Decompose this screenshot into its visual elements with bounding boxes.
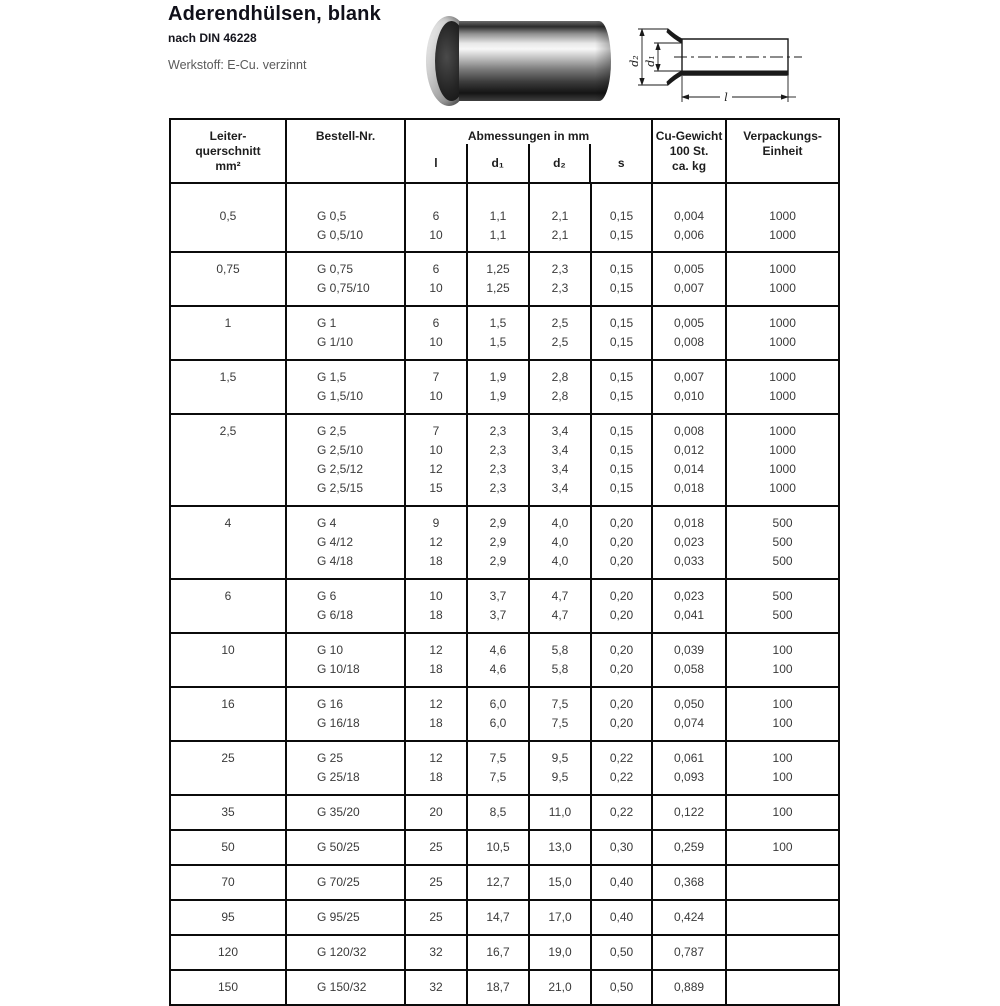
- material-note: Werkstoff: E-Cu. verzinnt: [168, 58, 307, 72]
- cross-section-cell: 150: [170, 970, 286, 1005]
- dim-d1-cell: 2,3: [467, 460, 529, 479]
- dim-l-cell: 10: [405, 579, 467, 606]
- cu-weight-cell: 0,008: [652, 414, 726, 441]
- dim-s-cell: 0,20: [591, 506, 652, 533]
- cu-weight-cell: 0,008: [652, 333, 726, 360]
- dim-s-cell: 0,15: [591, 414, 652, 441]
- order-no-cell: G 150/32: [286, 970, 405, 1005]
- cross-section-cell: 2,5: [170, 414, 286, 506]
- dim-l-cell: 18: [405, 660, 467, 687]
- dim-l-cell: 18: [405, 606, 467, 633]
- order-no-cell: G 50/25: [286, 830, 405, 865]
- pack-unit-cell: 1000: [726, 414, 839, 441]
- dim-d2-cell: 2,8: [529, 360, 591, 387]
- cu-weight-cell: 0,006: [652, 226, 726, 252]
- dim-s-cell: 0,20: [591, 687, 652, 714]
- order-no-cell: G 1,5/10: [286, 387, 405, 414]
- pack-unit-cell: 1000: [726, 252, 839, 279]
- dim-d2-cell: 19,0: [529, 935, 591, 970]
- table-row: [170, 633, 839, 660]
- dim-d2-cell: 3,4: [529, 479, 591, 506]
- product-group: [170, 579, 839, 633]
- order-no-cell: G 1: [286, 306, 405, 333]
- cross-section-cell: 35: [170, 795, 286, 830]
- dim-d2-cell: 4,0: [529, 533, 591, 552]
- product-group: [170, 306, 839, 360]
- pack-unit-cell: [726, 935, 839, 970]
- header-dimensions-title: Abmessungen in mm: [467, 129, 590, 143]
- dim-d1-cell: 1,1: [467, 226, 529, 252]
- cu-weight-cell: 0,122: [652, 795, 726, 830]
- product-group: [170, 183, 839, 252]
- order-no-cell: G 35/20: [286, 795, 405, 830]
- pack-unit-cell: 100: [726, 660, 839, 687]
- dim-s-cell: 0,20: [591, 579, 652, 606]
- dim-s-cell: 0,15: [591, 252, 652, 279]
- cu-weight-cell: 0,368: [652, 865, 726, 900]
- pack-unit-cell: 100: [726, 830, 839, 865]
- dim-l-cell: 25: [405, 830, 467, 865]
- dim-l-cell: 12: [405, 460, 467, 479]
- dim-l-cell: 25: [405, 865, 467, 900]
- pack-unit-cell: [726, 900, 839, 935]
- dim-s-cell: 0,15: [591, 226, 652, 252]
- dim-d1-cell: 1,9: [467, 360, 529, 387]
- dim-s-cell: 0,50: [591, 935, 652, 970]
- cross-section-cell: 25: [170, 741, 286, 795]
- dim-d1-cell: 1,5: [467, 306, 529, 333]
- header-order-no: [286, 119, 405, 183]
- dim-d2-cell: 2,5: [529, 306, 591, 333]
- dim-s-cell: 0,20: [591, 552, 652, 579]
- table-row: [170, 506, 839, 533]
- dim-d2-cell: 2,8: [529, 387, 591, 414]
- cu-weight-cell: 0,014: [652, 460, 726, 479]
- order-no-cell: G 10/18: [286, 660, 405, 687]
- pack-unit-cell: 1000: [726, 279, 839, 306]
- cross-section-cell: 10: [170, 633, 286, 687]
- table-row: [170, 830, 839, 865]
- dim-d2-cell: 17,0: [529, 900, 591, 935]
- cu-weight-cell: 0,074: [652, 714, 726, 741]
- dim-d1-cell: 7,5: [467, 741, 529, 768]
- product-group: [170, 360, 839, 414]
- dim-l-cell: 10: [405, 333, 467, 360]
- dimension-diagram: [628, 14, 818, 114]
- header-line: ca. kg: [672, 159, 707, 173]
- header-line: querschnitt: [195, 144, 261, 158]
- dim-d2-cell: 11,0: [529, 795, 591, 830]
- dim-d2-cell: 4,0: [529, 552, 591, 579]
- dim-s-cell: 0,15: [591, 279, 652, 306]
- header-line: 100 St.: [669, 144, 709, 158]
- dim-l-cell: 6: [405, 306, 467, 333]
- dim-l-cell: 7: [405, 360, 467, 387]
- cu-weight-cell: 0,787: [652, 935, 726, 970]
- header-dimension-subcolumns: [406, 144, 651, 182]
- order-no-cell: G 16: [286, 687, 405, 714]
- order-no-cell: G 0,75/10: [286, 279, 405, 306]
- pack-unit-cell: 1000: [726, 441, 839, 460]
- product-group: [170, 506, 839, 579]
- dim-l-cell: 12: [405, 533, 467, 552]
- pack-unit-cell: 1000: [726, 479, 839, 506]
- dim-d2-cell: 5,8: [529, 633, 591, 660]
- cu-weight-cell: 0,018: [652, 479, 726, 506]
- header-line: Verpackungs-: [743, 129, 822, 143]
- dim-l-cell: 12: [405, 741, 467, 768]
- dim-s-cell: 0,20: [591, 533, 652, 552]
- cu-weight-cell: 0,424: [652, 900, 726, 935]
- cu-weight-cell: 0,041: [652, 606, 726, 633]
- dim-l-cell: 12: [405, 633, 467, 660]
- cross-section-cell: 1: [170, 306, 286, 360]
- dim-l-cell: 12: [405, 687, 467, 714]
- dim-label-d2: d₂: [628, 55, 641, 67]
- pack-unit-cell: 100: [726, 768, 839, 795]
- dim-l-cell: 7: [405, 414, 467, 441]
- order-no-cell: G 25: [286, 741, 405, 768]
- dim-d2-cell: 3,4: [529, 441, 591, 460]
- dim-d2-cell: 2,5: [529, 333, 591, 360]
- dim-d2-cell: 4,0: [529, 506, 591, 533]
- dim-s-cell: 0,15: [591, 306, 652, 333]
- dim-d2-cell: 3,4: [529, 414, 591, 441]
- cu-weight-cell: 0,033: [652, 552, 726, 579]
- dim-d2-cell: 13,0: [529, 830, 591, 865]
- pack-unit-cell: 1000: [726, 460, 839, 479]
- pack-unit-cell: 1000: [726, 333, 839, 360]
- dim-d1-cell: 1,25: [467, 252, 529, 279]
- table-row: [170, 795, 839, 830]
- product-photo: [420, 13, 618, 109]
- pack-unit-cell: 500: [726, 606, 839, 633]
- pack-unit-cell: 100: [726, 795, 839, 830]
- cu-weight-cell: 0,039: [652, 633, 726, 660]
- dim-s-cell: 0,15: [591, 441, 652, 460]
- dim-d1-cell: 2,9: [467, 506, 529, 533]
- dim-l-cell: 32: [405, 935, 467, 970]
- header-dimensions-group: [405, 119, 652, 183]
- dim-d1-cell: 16,7: [467, 935, 529, 970]
- cu-weight-cell: 0,005: [652, 252, 726, 279]
- dim-s-cell: 0,50: [591, 970, 652, 1005]
- dim-l-cell: 25: [405, 900, 467, 935]
- cu-weight-cell: 0,007: [652, 360, 726, 387]
- dim-d2-cell: 2,3: [529, 279, 591, 306]
- product-group: [170, 687, 839, 741]
- order-no-cell: G 6/18: [286, 606, 405, 633]
- dim-d1-cell: 4,6: [467, 660, 529, 687]
- pack-unit-cell: 500: [726, 506, 839, 533]
- dim-s-cell: 0,20: [591, 633, 652, 660]
- dim-d2-cell: 9,5: [529, 741, 591, 768]
- order-no-cell: G 4: [286, 506, 405, 533]
- order-no-cell: G 120/32: [286, 935, 405, 970]
- cross-section-cell: 70: [170, 865, 286, 900]
- dim-s-cell: 0,20: [591, 714, 652, 741]
- table-row: [170, 252, 839, 279]
- cu-weight-cell: 0,050: [652, 687, 726, 714]
- dim-s-cell: 0,40: [591, 900, 652, 935]
- pack-unit-cell: [726, 865, 839, 900]
- cu-weight-cell: 0,023: [652, 579, 726, 606]
- header-packaging-unit: [726, 119, 839, 183]
- order-no-cell: G 95/25: [286, 900, 405, 935]
- dim-label-d1: d₁: [644, 55, 657, 67]
- product-group: [170, 900, 839, 935]
- header-line: mm²: [215, 159, 241, 173]
- product-group: [170, 252, 839, 306]
- order-no-cell: G 4/12: [286, 533, 405, 552]
- dim-d1-cell: 6,0: [467, 714, 529, 741]
- dim-l-cell: 32: [405, 970, 467, 1005]
- dim-s-cell: 0,15: [591, 360, 652, 387]
- dim-l-cell: 18: [405, 552, 467, 579]
- cross-section-cell: 0,75: [170, 252, 286, 306]
- header-cu-weight: [652, 119, 726, 183]
- dim-d2-cell: 3,4: [529, 460, 591, 479]
- dim-l-cell: 18: [405, 768, 467, 795]
- order-no-cell: G 2,5: [286, 414, 405, 441]
- pack-unit-cell: 1000: [726, 226, 839, 252]
- ferrule-drawing-svg: [628, 14, 818, 114]
- pack-unit-cell: 100: [726, 714, 839, 741]
- order-no-cell: G 4/18: [286, 552, 405, 579]
- order-no-cell: G 1,5: [286, 360, 405, 387]
- dim-d2-cell: 9,5: [529, 768, 591, 795]
- product-table: [169, 118, 840, 1006]
- dim-d2-cell: 15,0: [529, 865, 591, 900]
- table-row: [170, 935, 839, 970]
- cu-weight-cell: 0,005: [652, 306, 726, 333]
- cross-section-cell: 6: [170, 579, 286, 633]
- product-group: [170, 741, 839, 795]
- product-group: [170, 414, 839, 506]
- cu-weight-cell: 0,259: [652, 830, 726, 865]
- dim-d1-cell: 1,1: [467, 183, 529, 226]
- dim-s-cell: 0,15: [591, 387, 652, 414]
- dim-l-cell: 20: [405, 795, 467, 830]
- order-no-cell: G 2,5/12: [286, 460, 405, 479]
- dim-s-cell: 0,40: [591, 865, 652, 900]
- dim-s-cell: 0,15: [591, 460, 652, 479]
- dim-d1-cell: 2,3: [467, 414, 529, 441]
- dim-d1-cell: 2,9: [467, 533, 529, 552]
- header-cross-section: [170, 119, 286, 183]
- cu-weight-cell: 0,889: [652, 970, 726, 1005]
- order-no-cell: G 2,5/10: [286, 441, 405, 460]
- dim-s-cell: 0,20: [591, 606, 652, 633]
- order-no-cell: G 16/18: [286, 714, 405, 741]
- product-group: [170, 935, 839, 970]
- dim-d1-cell: 2,9: [467, 552, 529, 579]
- page-title: Aderendhülsen, blank: [168, 3, 381, 25]
- pack-unit-cell: 100: [726, 687, 839, 714]
- pack-unit-cell: 100: [726, 741, 839, 768]
- cu-weight-cell: 0,061: [652, 741, 726, 768]
- dim-d2-cell: 21,0: [529, 970, 591, 1005]
- order-no-cell: G 0,5/10: [286, 226, 405, 252]
- cross-section-cell: 95: [170, 900, 286, 935]
- dim-s-cell: 0,15: [591, 479, 652, 506]
- product-group: [170, 830, 839, 865]
- order-no-cell: G 6: [286, 579, 405, 606]
- table-row: [170, 306, 839, 333]
- dim-d1-cell: 2,3: [467, 479, 529, 506]
- dim-d1-cell: 1,9: [467, 387, 529, 414]
- header-line: Bestell-Nr.: [315, 129, 376, 143]
- order-no-cell: G 10: [286, 633, 405, 660]
- dim-l-cell: 6: [405, 183, 467, 226]
- dim-d1-cell: 10,5: [467, 830, 529, 865]
- cu-weight-cell: 0,058: [652, 660, 726, 687]
- cross-section-cell: 50: [170, 830, 286, 865]
- dim-s-cell: 0,22: [591, 768, 652, 795]
- cross-section-cell: 0,5: [170, 183, 286, 252]
- table-row: [170, 741, 839, 768]
- dim-d2-cell: 7,5: [529, 714, 591, 741]
- dim-l-cell: 18: [405, 714, 467, 741]
- header-line: Einheit: [762, 144, 803, 158]
- header-line: Cu-Gewicht: [655, 129, 723, 143]
- dim-d1-cell: 2,3: [467, 441, 529, 460]
- cu-weight-cell: 0,004: [652, 183, 726, 226]
- dim-d2-cell: 2,1: [529, 226, 591, 252]
- table-row: [170, 183, 839, 226]
- cu-weight-cell: 0,023: [652, 533, 726, 552]
- dim-s-cell: 0,30: [591, 830, 652, 865]
- header-dim-d1: d₁: [466, 144, 528, 182]
- pack-unit-cell: 1000: [726, 387, 839, 414]
- pack-unit-cell: 1000: [726, 306, 839, 333]
- table-header: [170, 119, 839, 183]
- pack-unit-cell: 500: [726, 533, 839, 552]
- cu-weight-cell: 0,018: [652, 506, 726, 533]
- dim-d2-cell: 2,1: [529, 183, 591, 226]
- table-row: [170, 865, 839, 900]
- cross-section-cell: 120: [170, 935, 286, 970]
- pack-unit-cell: 100: [726, 633, 839, 660]
- dim-l-cell: 9: [405, 506, 467, 533]
- dim-s-cell: 0,15: [591, 333, 652, 360]
- header-dim-s: s: [589, 144, 651, 182]
- header-line: Leiter-: [209, 129, 247, 143]
- dim-d1-cell: 4,6: [467, 633, 529, 660]
- dim-d2-cell: 5,8: [529, 660, 591, 687]
- cu-weight-cell: 0,093: [652, 768, 726, 795]
- order-no-cell: G 0,5: [286, 183, 405, 226]
- dim-l-cell: 10: [405, 387, 467, 414]
- dim-l-cell: 10: [405, 279, 467, 306]
- dim-d2-cell: 2,3: [529, 252, 591, 279]
- pack-unit-cell: 500: [726, 579, 839, 606]
- title-block: [168, 3, 428, 72]
- dim-d1-cell: 3,7: [467, 579, 529, 606]
- dim-d2-cell: 7,5: [529, 687, 591, 714]
- order-no-cell: G 70/25: [286, 865, 405, 900]
- dim-s-cell: 0,20: [591, 660, 652, 687]
- ferrule-barrel-image: [459, 21, 611, 101]
- dim-d1-cell: 3,7: [467, 606, 529, 633]
- dim-l-cell: 10: [405, 441, 467, 460]
- product-group: [170, 865, 839, 900]
- dim-l-cell: 15: [405, 479, 467, 506]
- dim-d1-cell: 14,7: [467, 900, 529, 935]
- header-dim-l: l: [434, 155, 438, 170]
- dim-d1-cell: 8,5: [467, 795, 529, 830]
- table-row: [170, 579, 839, 606]
- cross-section-cell: 16: [170, 687, 286, 741]
- order-no-cell: G 25/18: [286, 768, 405, 795]
- dim-d1-cell: 7,5: [467, 768, 529, 795]
- dim-s-cell: 0,22: [591, 795, 652, 830]
- table-row: [170, 900, 839, 935]
- table-row: [170, 360, 839, 387]
- dim-d1-cell: 18,7: [467, 970, 529, 1005]
- order-no-cell: G 0,75: [286, 252, 405, 279]
- dim-l-cell: 6: [405, 252, 467, 279]
- table-row: [170, 687, 839, 714]
- dim-label-l: l: [724, 91, 728, 104]
- dim-s-cell: 0,22: [591, 741, 652, 768]
- pack-unit-cell: 1000: [726, 183, 839, 226]
- product-group: [170, 795, 839, 830]
- dim-d2-cell: 4,7: [529, 579, 591, 606]
- dim-d1-cell: 1,5: [467, 333, 529, 360]
- pack-unit-cell: 1000: [726, 360, 839, 387]
- norm-reference: nach DIN 46228: [168, 31, 257, 45]
- dim-d1-cell: 12,7: [467, 865, 529, 900]
- pack-unit-cell: 500: [726, 552, 839, 579]
- table-row: [170, 414, 839, 441]
- cu-weight-cell: 0,012: [652, 441, 726, 460]
- dim-d2-cell: 4,7: [529, 606, 591, 633]
- cu-weight-cell: 0,010: [652, 387, 726, 414]
- order-no-cell: G 1/10: [286, 333, 405, 360]
- order-no-cell: G 2,5/15: [286, 479, 405, 506]
- dim-l-cell: 10: [405, 226, 467, 252]
- dim-d1-cell: 1,25: [467, 279, 529, 306]
- dim-d1-cell: 6,0: [467, 687, 529, 714]
- product-group: [170, 633, 839, 687]
- cross-section-cell: 1,5: [170, 360, 286, 414]
- dim-s-cell: 0,15: [591, 183, 652, 226]
- cross-section-cell: 4: [170, 506, 286, 579]
- header-dim-d2: d₂: [528, 144, 590, 182]
- cu-weight-cell: 0,007: [652, 279, 726, 306]
